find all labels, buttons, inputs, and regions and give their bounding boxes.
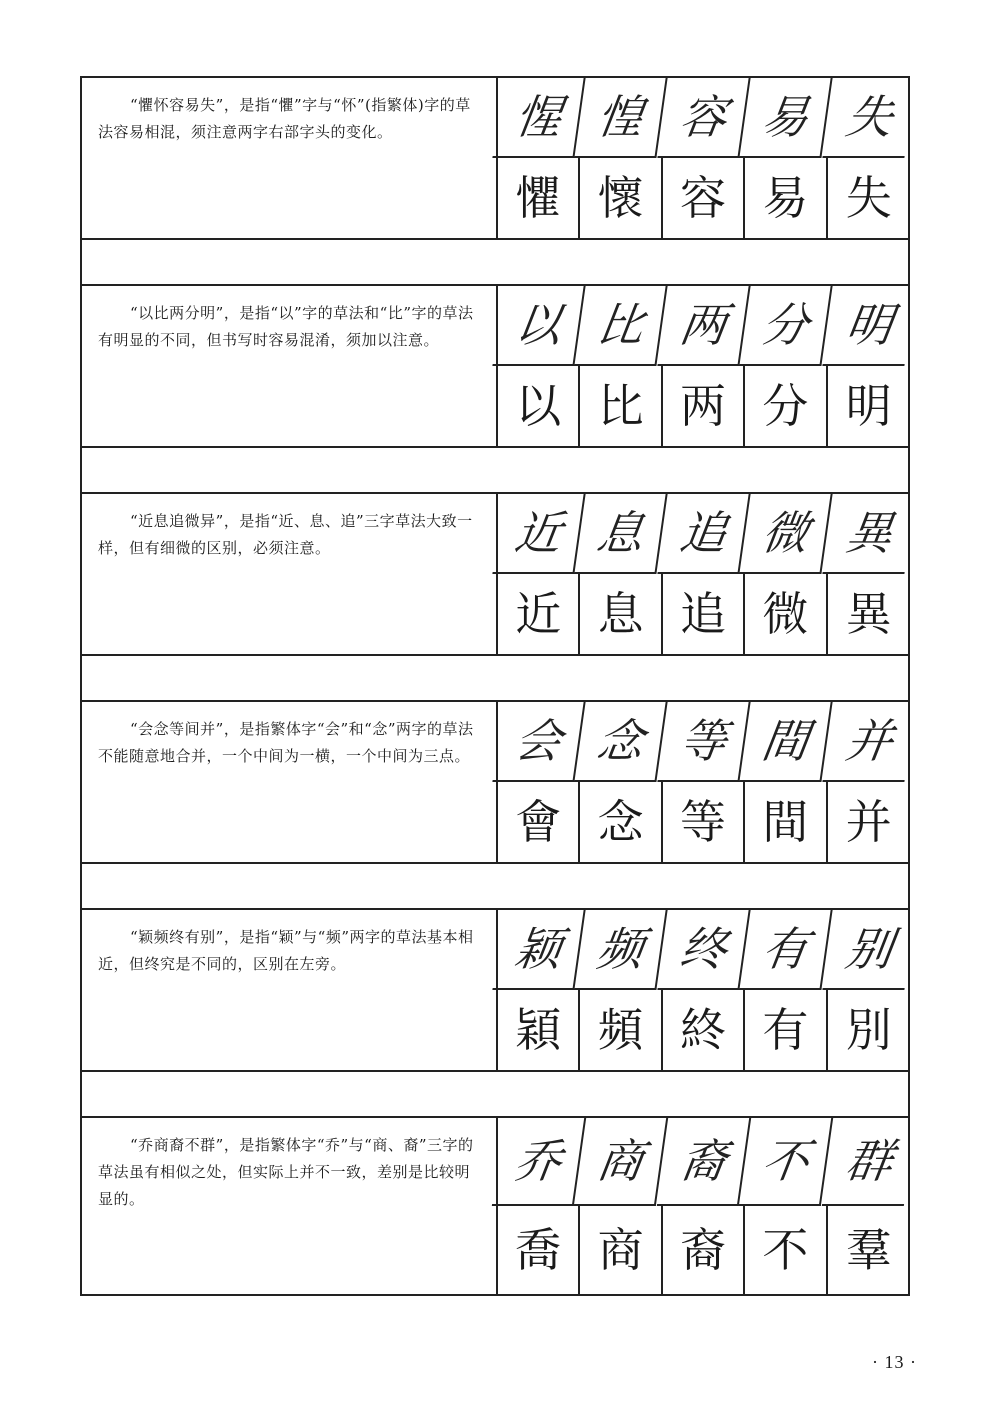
cursive-char: 会 [492,702,586,782]
regular-char: 分 [745,366,827,446]
regular-char: 两 [663,366,745,446]
cursive-char: 不 [739,1118,834,1206]
cursive-char: 以 [492,286,586,366]
section-description: “会念等间并”，是指繁体字“会”和“念”两字的草法不能随意地合并，一个中间为一横，一个中间为三点。 [82,702,498,862]
section-description: “颖频终有别”，是指“颖”与“频”两字的草法基本相近，但终究是不同的，区别在左旁。 [82,910,498,1070]
cursive-char: 微 [740,494,834,574]
section-description: “以比两分明”，是指“以”字的草法和“比”字的草法有明显的不同，但书写时容易混淆，须加以注意。 [82,286,498,446]
regular-char: 以 [498,366,580,446]
cursive-char: 群 [821,1118,916,1206]
cursive-char: 裔 [657,1118,752,1206]
regular-char: 比 [580,366,662,446]
cursive-char: 追 [657,494,751,574]
cursive-char: 颖 [492,910,586,990]
cursive-char: 惺 [492,78,586,158]
comparison-section-6 [82,1118,908,1294]
character-grid [498,910,910,1070]
regular-char: 有 [745,990,827,1070]
cursive-char: 明 [822,286,916,366]
character-grid [498,702,910,862]
character-table [80,76,910,1296]
cursive-char: 比 [575,286,669,366]
cursive-char: 間 [740,702,834,782]
cursive-char: 有 [740,910,834,990]
regular-char: 不 [745,1206,827,1294]
section-gap [82,448,908,494]
cursive-char: 频 [575,910,669,990]
regular-char: 喬 [498,1206,580,1294]
cursive-char: 異 [822,494,916,574]
section-gap [82,656,908,702]
comparison-section-3 [82,494,908,656]
regular-char: 終 [663,990,745,1070]
cursive-char: 别 [822,910,916,990]
cursive-char: 并 [822,702,916,782]
regular-char: 懷 [580,158,662,238]
regular-char: 頻 [580,990,662,1070]
regular-char: 容 [663,158,745,238]
regular-char: 息 [580,574,662,654]
character-grid [498,78,910,238]
regular-char: 會 [498,782,580,862]
cursive-char: 易 [740,78,834,158]
cursive-char: 分 [740,286,834,366]
regular-char: 念 [580,782,662,862]
regular-char: 微 [745,574,827,654]
regular-char: 別 [845,1003,892,1057]
section-gap [82,864,908,910]
cursive-char: 等 [657,702,751,782]
cursive-char: 念 [575,702,669,782]
section-description: “近息追微异”，是指“近、息、追”三字草法大致一样，但有细微的区别，必须注意。 [82,494,498,654]
regular-char: 間 [745,782,827,862]
section-description: “乔商裔不群”，是指繁体字“乔”与“商、裔”三字的草法虽有相似之处，但实际上并不一致，差别是比较明显的。 [82,1118,498,1294]
cursive-char: 两 [657,286,751,366]
regular-char: 明 [845,379,892,433]
regular-char: 等 [663,782,745,862]
cursive-char: 失 [822,78,916,158]
regular-char: 失 [845,171,892,225]
cursive-char: 息 [575,494,669,574]
cursive-char: 容 [657,78,751,158]
regular-char: 裔 [663,1206,745,1294]
cursive-char: 商 [574,1118,669,1206]
comparison-section-5 [82,910,908,1072]
section-gap [82,240,908,286]
regular-char: 穎 [498,990,580,1070]
section-description: “懼怀容易失”，是指“懼”字与“怀”(指繁体)字的草法容易相混，须注意两字右部字头的变化。 [82,78,498,238]
cursive-char: 近 [492,494,586,574]
regular-char: 異 [845,587,892,641]
page-number: · 13 · [872,1352,917,1372]
comparison-section-4 [82,702,908,864]
cursive-char: 惶 [575,78,669,158]
cursive-char: 终 [657,910,751,990]
character-grid [498,1118,910,1294]
regular-char: 近 [498,574,580,654]
comparison-section-2 [82,286,908,448]
regular-char: 懼 [498,158,580,238]
regular-char: 易 [745,158,827,238]
character-grid [498,286,910,446]
character-grid [498,494,910,654]
section-gap [82,1072,908,1118]
regular-char: 商 [580,1206,662,1294]
cursive-char: 乔 [492,1118,587,1206]
regular-char: 羣 [845,1223,892,1277]
regular-char: 并 [845,795,892,849]
comparison-section-1 [82,78,908,240]
regular-char: 追 [663,574,745,654]
